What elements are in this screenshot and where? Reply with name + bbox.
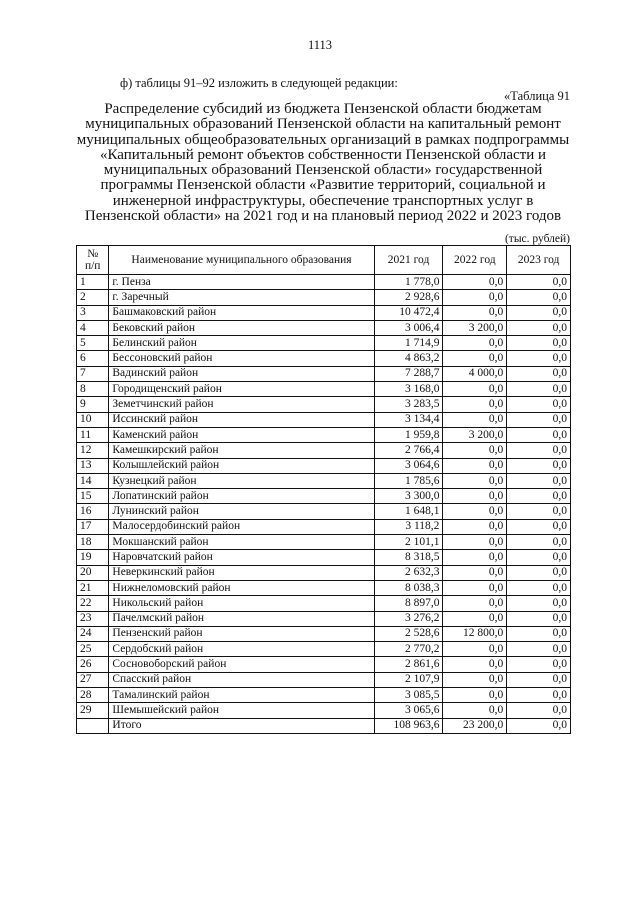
- table-row: [77, 626, 571, 641]
- cell-2021: 1 714,9: [374, 336, 443, 351]
- cell-municipality: Камешкирский район: [109, 443, 374, 458]
- table-row: [77, 657, 571, 672]
- table-row: [77, 565, 571, 580]
- cell-number: 3: [77, 305, 109, 320]
- cell-number: [77, 718, 109, 733]
- cell-municipality: Земетчинский район: [109, 397, 374, 412]
- cell-2021: 3 283,5: [374, 397, 443, 412]
- cell-number: 28: [77, 688, 109, 703]
- cell-number: 10: [77, 412, 109, 427]
- cell-number: 16: [77, 504, 109, 519]
- cell-2022: 0,0: [443, 412, 507, 427]
- cell-2021: 3 134,4: [374, 412, 443, 427]
- subsidy-table: [76, 245, 571, 734]
- cell-2022: 0,0: [443, 443, 507, 458]
- table-row: [77, 351, 571, 366]
- cell-2023: 0,0: [507, 427, 571, 442]
- table-row: [77, 703, 571, 718]
- header-number: [77, 246, 109, 275]
- cell-number: 4: [77, 320, 109, 335]
- table-row: [77, 642, 571, 657]
- cell-2022: 0,0: [443, 580, 507, 595]
- cell-municipality: Вадинский район: [109, 366, 374, 381]
- cell-municipality: Пензенский район: [109, 626, 374, 641]
- cell-number: 6: [77, 351, 109, 366]
- cell-2022: 0,0: [443, 688, 507, 703]
- table-row: [77, 412, 571, 427]
- cell-number: 12: [77, 443, 109, 458]
- cell-2023: 0,0: [507, 519, 571, 534]
- table-row: [77, 519, 571, 534]
- table-row: [77, 320, 571, 335]
- cell-2023: 0,0: [507, 504, 571, 519]
- cell-2022: 0,0: [443, 657, 507, 672]
- cell-2021: 2 101,1: [374, 535, 443, 550]
- cell-number: 19: [77, 550, 109, 565]
- cell-2022: 3 200,0: [443, 320, 507, 335]
- table-row: [77, 611, 571, 626]
- cell-2023: 0,0: [507, 397, 571, 412]
- cell-number: 25: [77, 642, 109, 657]
- units-label: (тыс. рублей): [504, 233, 570, 245]
- table-row: [77, 458, 571, 473]
- cell-municipality: г. Пенза: [109, 275, 374, 290]
- cell-municipality: Спасский район: [109, 672, 374, 687]
- cell-2023: 0,0: [507, 351, 571, 366]
- cell-municipality: Башмаковский район: [109, 305, 374, 320]
- cell-municipality: Сердобский район: [109, 642, 374, 657]
- cell-2023: 0,0: [507, 626, 571, 641]
- cell-2021: 2 107,9: [374, 672, 443, 687]
- cell-2023: 0,0: [507, 366, 571, 381]
- cell-2022: 0,0: [443, 397, 507, 412]
- table-row: [77, 550, 571, 565]
- table-row: [77, 473, 571, 488]
- cell-2023: 0,0: [507, 473, 571, 488]
- cell-2023: 0,0: [507, 489, 571, 504]
- cell-2023: 0,0: [507, 320, 571, 335]
- cell-2021: 3 006,4: [374, 320, 443, 335]
- cell-2023: 0,0: [507, 718, 571, 733]
- table-row: [77, 504, 571, 519]
- cell-2023: 0,0: [507, 565, 571, 580]
- cell-municipality: Наровчатский район: [109, 550, 374, 565]
- cell-2021: 3 085,5: [374, 688, 443, 703]
- cell-2023: 0,0: [507, 382, 571, 397]
- cell-2021: 1 785,6: [374, 473, 443, 488]
- cell-2022: 0,0: [443, 672, 507, 687]
- cell-municipality: Кузнецкий район: [109, 473, 374, 488]
- cell-2021: 1 778,0: [374, 275, 443, 290]
- cell-number: 29: [77, 703, 109, 718]
- cell-municipality: Каменский район: [109, 427, 374, 442]
- cell-2023: 0,0: [507, 305, 571, 320]
- cell-2022: 0,0: [443, 703, 507, 718]
- cell-number: 1: [77, 275, 109, 290]
- cell-number: 26: [77, 657, 109, 672]
- cell-2021: 3 168,0: [374, 382, 443, 397]
- header-number-line1: №: [87, 248, 99, 260]
- amendment-intro: ф) таблицы 91–92 изложить в следующей редакции:: [120, 76, 398, 90]
- table-row: [77, 427, 571, 442]
- cell-2021: 2 766,4: [374, 443, 443, 458]
- cell-municipality: Белинский район: [109, 336, 374, 351]
- cell-municipality: Бековский район: [109, 320, 374, 335]
- header-name: Наименование муниципального образования: [109, 246, 374, 275]
- cell-2021: 4 863,2: [374, 351, 443, 366]
- table-row: [77, 489, 571, 504]
- cell-municipality: Мокшанский район: [109, 535, 374, 550]
- table-row: [77, 718, 571, 733]
- cell-number: 21: [77, 580, 109, 595]
- cell-number: 20: [77, 565, 109, 580]
- title-line: программы Пензенской области «Развитие территорий, социальной и: [100, 177, 546, 194]
- table-row: [77, 290, 571, 305]
- cell-municipality: Колышлейский район: [109, 458, 374, 473]
- cell-municipality: Тамалинский район: [109, 688, 374, 703]
- cell-number: 15: [77, 489, 109, 504]
- cell-2022: 23 200,0: [443, 718, 507, 733]
- cell-2021: 3 300,0: [374, 489, 443, 504]
- title-line: Распределение субсидий из бюджета Пензенской области бюджетам: [104, 101, 542, 117]
- cell-municipality: Шемышейский район: [109, 703, 374, 718]
- title-line: муниципальных образований Пензенской области на капитальный ремонт: [85, 116, 561, 133]
- cell-2022: 0,0: [443, 473, 507, 488]
- cell-2022: 0,0: [443, 290, 507, 305]
- cell-number: 13: [77, 458, 109, 473]
- cell-2023: 0,0: [507, 580, 571, 595]
- cell-2022: 0,0: [443, 382, 507, 397]
- cell-2021: 2 861,6: [374, 657, 443, 672]
- title-line: «Капитальный ремонт объектов собственности Пензенской области и: [99, 146, 547, 163]
- cell-2021: 3 276,2: [374, 611, 443, 626]
- cell-2022: 0,0: [443, 565, 507, 580]
- cell-2021: 8 897,0: [374, 596, 443, 611]
- table-row: [77, 382, 571, 397]
- title-line: муниципальных общеобразовательных организаций в рамках подпрограммы: [76, 131, 570, 148]
- cell-2021: 3 065,6: [374, 703, 443, 718]
- table-reference: «Таблица 91: [504, 89, 570, 103]
- cell-2021: 108 963,6: [374, 718, 443, 733]
- cell-2023: 0,0: [507, 596, 571, 611]
- cell-2022: 0,0: [443, 596, 507, 611]
- cell-2022: 0,0: [443, 550, 507, 565]
- table-row: [77, 535, 571, 550]
- cell-number: 7: [77, 366, 109, 381]
- cell-municipality: Бессоновский район: [109, 351, 374, 366]
- cell-number: 27: [77, 672, 109, 687]
- cell-2022: 0,0: [443, 519, 507, 534]
- cell-2023: 0,0: [507, 657, 571, 672]
- cell-municipality: Городищенский район: [109, 382, 374, 397]
- cell-2021: 8 038,3: [374, 580, 443, 595]
- cell-2021: 1 959,8: [374, 427, 443, 442]
- cell-2022: 0,0: [443, 489, 507, 504]
- cell-2022: 0,0: [443, 611, 507, 626]
- cell-2023: 0,0: [507, 275, 571, 290]
- header-number-line2: п/п: [84, 260, 101, 272]
- cell-number: 9: [77, 397, 109, 412]
- cell-2022: 0,0: [443, 504, 507, 519]
- cell-2021: 2 770,2: [374, 642, 443, 657]
- table-row: [77, 596, 571, 611]
- cell-number: 24: [77, 626, 109, 641]
- cell-2022: 3 200,0: [443, 427, 507, 442]
- cell-2023: 0,0: [507, 672, 571, 687]
- cell-number: 8: [77, 382, 109, 397]
- cell-2022: 0,0: [443, 305, 507, 320]
- cell-2022: 0,0: [443, 535, 507, 550]
- cell-2021: 2 528,6: [374, 626, 443, 641]
- table-row: [77, 672, 571, 687]
- table-row: [77, 366, 571, 381]
- cell-2021: 3 064,6: [374, 458, 443, 473]
- cell-number: 23: [77, 611, 109, 626]
- cell-2022: 0,0: [443, 458, 507, 473]
- table-row: [77, 336, 571, 351]
- cell-2023: 0,0: [507, 412, 571, 427]
- cell-number: 22: [77, 596, 109, 611]
- cell-number: 2: [77, 290, 109, 305]
- table-row: [77, 275, 571, 290]
- cell-2021: 2 632,3: [374, 565, 443, 580]
- cell-2022: 0,0: [443, 351, 507, 366]
- cell-municipality: Иссинский район: [109, 412, 374, 427]
- cell-municipality: Никольский район: [109, 596, 374, 611]
- table-row: [77, 305, 571, 320]
- cell-2023: 0,0: [507, 535, 571, 550]
- cell-municipality: Лопатинский район: [109, 489, 374, 504]
- cell-number: 14: [77, 473, 109, 488]
- cell-number: 11: [77, 427, 109, 442]
- cell-2023: 0,0: [507, 290, 571, 305]
- cell-2022: 0,0: [443, 275, 507, 290]
- cell-2023: 0,0: [507, 642, 571, 657]
- cell-2022: 12 800,0: [443, 626, 507, 641]
- table-title: [76, 102, 570, 224]
- header-2023: 2023 год: [507, 246, 571, 275]
- table-row: [77, 443, 571, 458]
- cell-municipality: Нижнеломовский район: [109, 580, 374, 595]
- header-2022: 2022 год: [443, 246, 507, 275]
- cell-municipality: Сосновоборский район: [109, 657, 374, 672]
- cell-2023: 0,0: [507, 550, 571, 565]
- cell-2023: 0,0: [507, 688, 571, 703]
- cell-municipality: Малосердобинский район: [109, 519, 374, 534]
- cell-2023: 0,0: [507, 336, 571, 351]
- cell-municipality: Неверкинский район: [109, 565, 374, 580]
- cell-2021: 10 472,4: [374, 305, 443, 320]
- cell-2021: 2 928,6: [374, 290, 443, 305]
- cell-municipality: Итого: [109, 718, 374, 733]
- table-row: [77, 688, 571, 703]
- table-row: [77, 580, 571, 595]
- cell-number: 5: [77, 336, 109, 351]
- cell-municipality: Лунинский район: [109, 504, 374, 519]
- cell-2022: 4 000,0: [443, 366, 507, 381]
- cell-2021: 7 288,7: [374, 366, 443, 381]
- cell-2022: 0,0: [443, 336, 507, 351]
- cell-2023: 0,0: [507, 703, 571, 718]
- page-number: 1113: [307, 38, 333, 52]
- header-2021: 2021 год: [374, 246, 443, 275]
- title-line: Пензенской области» на 2021 год и на плановый период 2022 и 2023 годов: [84, 208, 562, 225]
- cell-2021: 8 318,5: [374, 550, 443, 565]
- cell-municipality: Пачелмский район: [109, 611, 374, 626]
- cell-2023: 0,0: [507, 443, 571, 458]
- cell-2023: 0,0: [507, 458, 571, 473]
- cell-2021: 1 648,1: [374, 504, 443, 519]
- table-header-row: [77, 246, 571, 275]
- cell-2023: 0,0: [507, 611, 571, 626]
- cell-2021: 3 118,2: [374, 519, 443, 534]
- title-line: инженерной инфраструктуры, обеспечение транспортных услуг в: [112, 192, 534, 209]
- cell-number: 17: [77, 519, 109, 534]
- cell-2022: 0,0: [443, 642, 507, 657]
- title-line: муниципальных образований Пензенской области» государственной: [103, 162, 543, 179]
- cell-municipality: г. Заречный: [109, 290, 374, 305]
- table-row: [77, 397, 571, 412]
- cell-number: 18: [77, 535, 109, 550]
